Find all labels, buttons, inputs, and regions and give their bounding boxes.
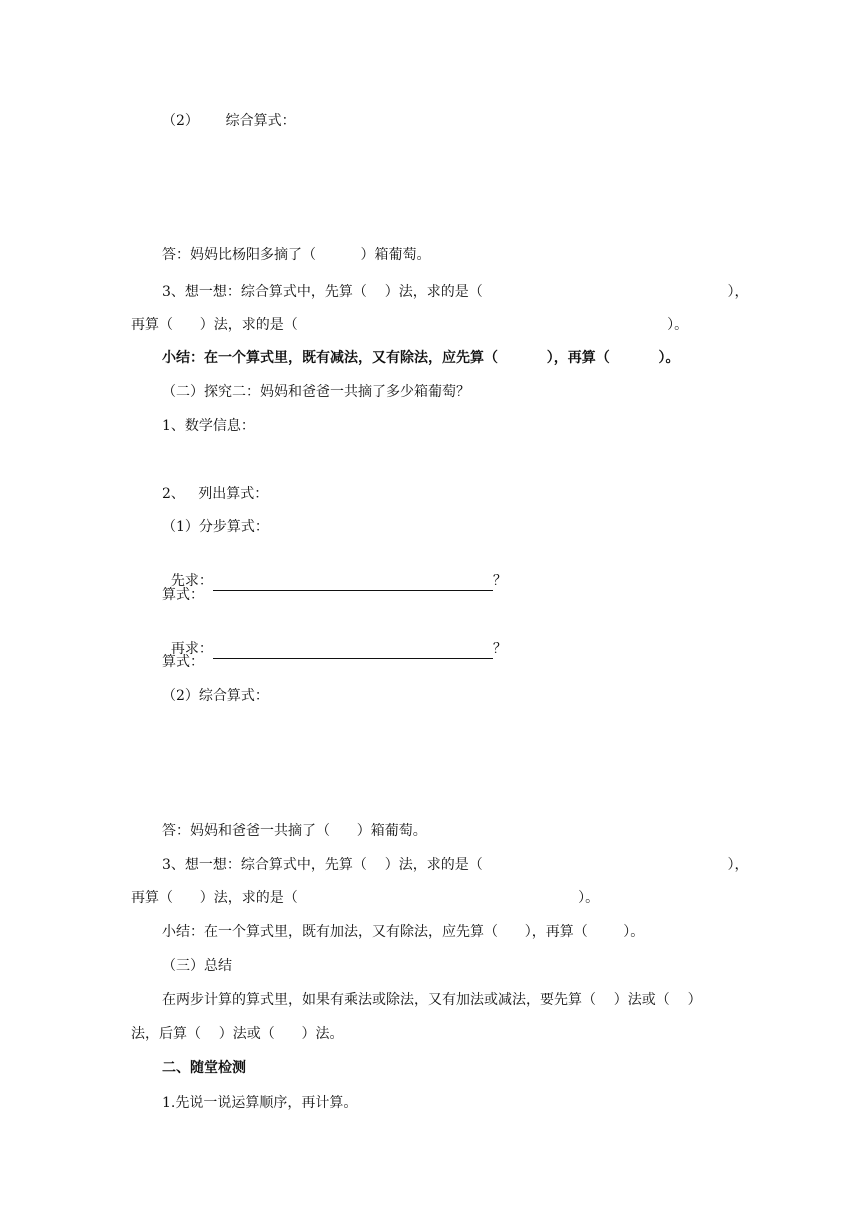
part2-summary: 小结：在一个算式里，既有加法，又有除法，应先算（ ），再算（ ）。 — [162, 924, 645, 940]
part2-list-formula: 2、 列出算式： — [162, 486, 269, 502]
part2-composite-label: （2）综合算式： — [162, 688, 269, 704]
first-find-blank[interactable] — [213, 575, 493, 591]
part2-first-find — [162, 551, 507, 591]
part2-then-find — [162, 619, 507, 659]
section2-heading: 二、随堂检测 — [162, 1060, 246, 1076]
then-find-prefix: 再求： — [170, 641, 213, 657]
part1-summary: 小结：在一个算式里，既有减法，又有除法，应先算（ ），再算（ ）。 — [162, 350, 680, 366]
first-find-suffix: ？ — [492, 573, 507, 589]
part2-formula1: 算式： — [162, 587, 204, 603]
part2-think-line2: 再算（ ）法，求的是（ ）。 — [131, 890, 600, 906]
part3-line2: 法，后算（ ）法或（ ）法。 — [131, 1026, 344, 1042]
part2-answer: 答：妈妈和爸爸一共摘了（ ）箱葡萄。 — [162, 823, 427, 839]
section2-item1: 1.先说一说运算顺序，再计算。 — [162, 1095, 358, 1111]
part2-math-info: 1、数学信息： — [162, 418, 255, 434]
part2-think-line1: 3、想一想：综合算式中，先算（ ）法，求的是（ ）， — [162, 857, 749, 873]
part1-think-line1: 3、想一想：综合算式中，先算（ ）法，求的是（ ）， — [162, 284, 749, 300]
part3-line1: 在两步计算的算式里，如果有乘法或除法，又有加法或减法，要先算（ ）法或（ ） — [162, 992, 702, 1008]
part2-formula2: 算式： — [162, 654, 204, 670]
part1-composite-label: （2） 综合算式： — [162, 113, 296, 129]
part1-answer: 答：妈妈比杨阳多摘了（ ）箱葡萄。 — [162, 247, 431, 263]
then-find-blank[interactable] — [213, 643, 493, 659]
part3-heading: （三）总结 — [162, 958, 232, 974]
then-find-suffix: ？ — [492, 641, 507, 657]
part2-step-label: （1）分步算式： — [162, 519, 269, 535]
first-find-prefix: 先求： — [170, 573, 213, 589]
part1-think-line2: 再算（ ）法，求的是（ ）。 — [131, 317, 689, 333]
part2-heading: （二）探究二：妈妈和爸爸一共摘了多少箱葡萄？ — [162, 384, 470, 400]
